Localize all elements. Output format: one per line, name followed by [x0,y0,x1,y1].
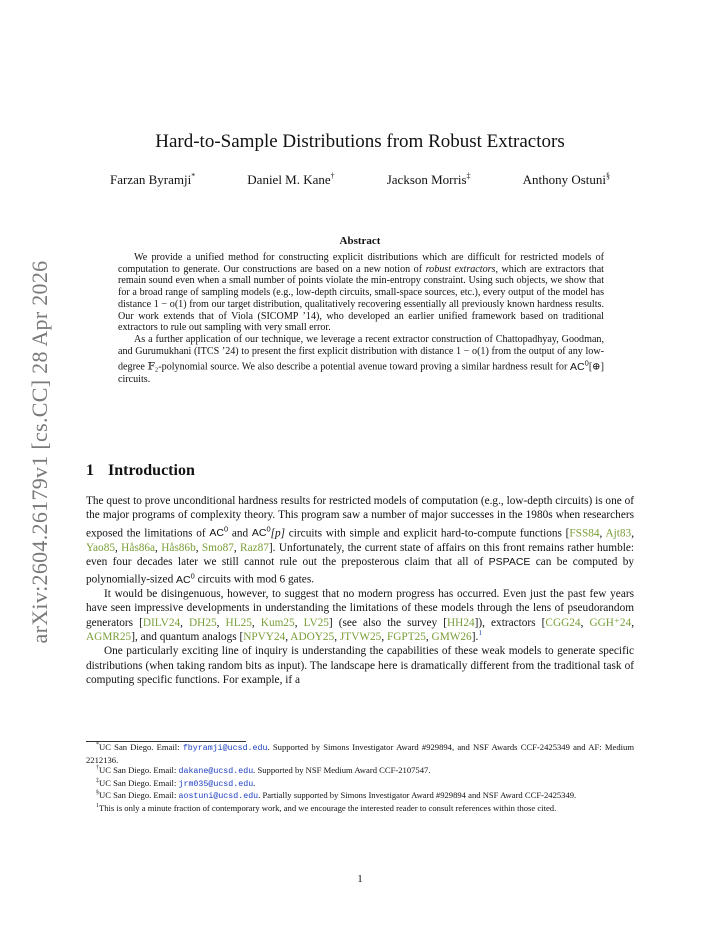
abstract-paragraph: We provide a unified method for constructing explicit distributions which are difficult for restricted models of computation to generate. Our constructions are based on a new notion of robust extractors, which are extractors that remain sound even when a small number of points violate the min-entropy constraint. Using such objects, we show that for a broad range of sampling models (e.g., low-depth circuits, small-space sources, etc.), every output of the model has distance 1 − o(1) from our target distribution, qualitatively recovering essentially all previously known hardness results. Our work extends that of Viola (SICOMP ’14), who developed an earlier unified framework based on traditional extractors to rule out sampling with very small error. [118,252,604,334]
body-paragraph: It would be disingenuous, however, to suggest that no modern progress has occurred. Even just the past few years have seen impressive developments in understanding the limitations of these models through the lens of pseudorandom generators [DILV24, DH25, HL25, Kum25, LV25] (see also the survey [HH24]), extractors [CGG24, GGH⁺24, AGMR25], and quantum analogs [NPVY24, ADOY25, JTVW25, FGPT25, GMW26].$^1$ [86,588,635,644]
citation-link[interactable]: HH24 [447,616,475,629]
abstract-body [118,252,604,385]
citation-link[interactable]: FSS84 [569,527,600,540]
email-link[interactable]: jrm035@ucsd.edu [178,779,254,789]
footnote: §UC San Diego. Email: aostuni@ucsd.edu. Partially supported by Simons Investigator Award #929894 and NSF Award CCF-2425349. [96,790,577,802]
author-list [110,172,610,188]
footnote: $^1$This is only a minute fraction of contemporary work, and we encourage the interested reader to consult references within those cited. [96,802,557,813]
author: Farzan Byramji* [110,171,196,187]
citation-link[interactable]: Kum25 [260,616,295,629]
citation-link[interactable]: AGMR25 [86,631,132,644]
citation-link[interactable]: DH25 [189,616,217,629]
citation-link[interactable]: Yao85 [86,541,115,554]
email-link[interactable]: aostuni@ucsd.edu [178,792,259,802]
citation-link[interactable]: Ajt83 [605,527,632,540]
author: Anthony Ostuni§ [522,171,610,187]
footnote: ‡UC San Diego. Email: jrm035@ucsd.edu. [96,777,256,789]
page-number: 1 [357,873,363,885]
citation-link[interactable]: CGG24 [545,616,581,629]
citation-link[interactable]: Hås86b [161,541,196,554]
citation-link[interactable]: Smo87 [201,541,234,554]
author: Jackson Morris‡ [386,171,471,187]
citation-link[interactable]: FGPT25 [386,631,426,644]
citation-link[interactable]: Raz87 [240,541,269,554]
citation-link[interactable]: GMW26 [431,631,472,644]
citation-link[interactable]: NPVY24 [243,631,286,644]
footnote: †UC San Diego. Email: dakane@ucsd.edu. Supported by NSF Medium Award CCF-2107547. [96,765,431,777]
footnote: *UC San Diego. Email: fbyramji@ucsd.edu. Supported by Simons Investigator Award #929894, and NSF Awards CCF-2425349 and AF: Medium 2212136. [86,742,635,765]
citation-link[interactable]: ADOY25 [290,631,335,644]
paper-title: Hard-to-Sample Distributions from Robust Extractors [155,131,565,152]
citation-link[interactable]: JTVW25 [339,631,382,644]
abstract-heading: Abstract [339,235,381,247]
body-paragraph: One particularly exciting line of inquiry is understanding the capabilities of these weak models to generate specific distributions (when taking random bits as input). The landscape here is dramatically different from the traditional task of computing specific functions. For example, if a [86,645,634,687]
footnote-ref[interactable]: 1 [478,628,483,638]
citation-link[interactable]: GGH⁺24 [589,616,632,629]
email-link[interactable]: dakane@ucsd.edu [178,767,254,777]
abstract-paragraph: As a further application of our technique, we leverage a recent extractor construction of Chattopadhyay, Goodman, and Gurumukhani (ITCS ’24) to present the first explicit distribution with distance 1 − o(1) from the output of any low-degree 𝔽₂-polynomial source. We also describe a potential avenue toward proving a similar hardness result for $AC^0[\oplus]$ circuits. [118,333,604,385]
footnotes [86,742,634,814]
arxiv-stamp: arXiv:2604.26179v1 [cs.CC] 28 Apr 2026 [27,260,52,644]
citation-link[interactable]: DILV24 [142,616,181,629]
body-paragraph: The quest to prove unconditional hardness results for restricted models of computation (e.g., low-depth circuits) is one of the major programs of complexity theory. This program saw a number of major successes in the 1980s when researchers exposed the limitations of $AC^0$ and $AC^0[p]$ circuits with simple and explicit hard-to-compute functions [FSS84, Ajt83, Yao85, Hås86a, Hås86b, Smo87, Raz87]. Unfortunately, the current state of affairs on this front remains rather humble: even four decades later we still cannot rule out the preposterous claim that all of PSPACE can be computed by polynomially-sized $AC^0$ circuits with mod 6 gates. [86,495,635,586]
author: Daniel M. Kane† [247,171,335,187]
intro-body [86,494,634,687]
citation-link[interactable]: LV25 [303,616,329,629]
citation-link[interactable]: Hås86a [121,541,156,554]
email-link[interactable]: fbyramji@ucsd.edu [182,744,268,753]
section-heading: 1 Introduction [86,462,195,479]
citation-link[interactable]: HL25 [225,616,252,629]
